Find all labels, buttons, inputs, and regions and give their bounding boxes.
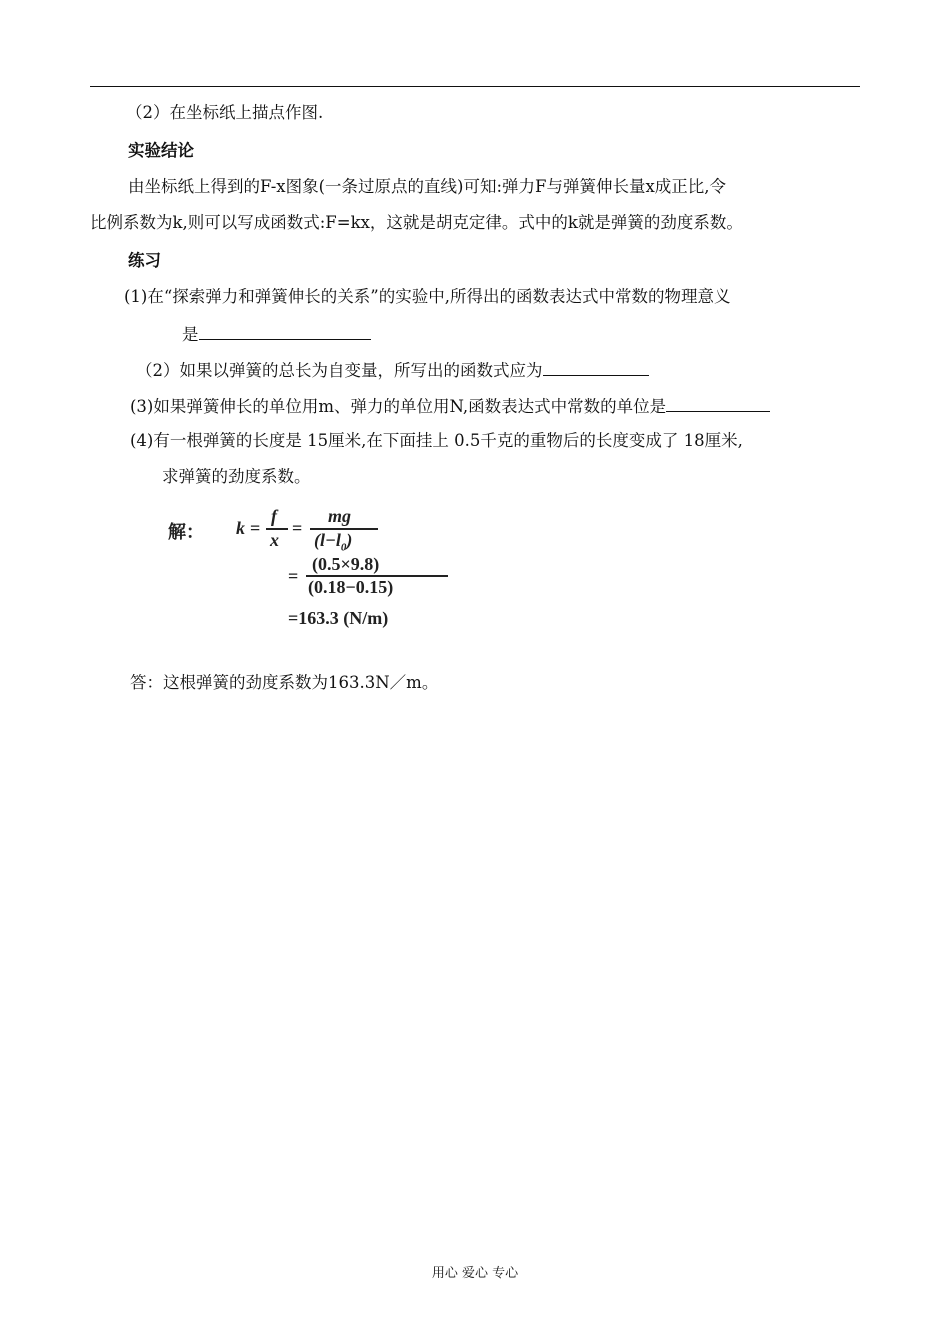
question-3-answer-blank[interactable] bbox=[666, 394, 770, 412]
formula-equals-1: = bbox=[250, 518, 261, 538]
formula-equals-3: = bbox=[288, 566, 299, 586]
formula-k: k bbox=[236, 518, 245, 538]
question-1-line-1: (1)在“探索弹力和弹簧伸长的关系”的实验中,所得出的函数表达式中常数的物理意义 bbox=[124, 287, 731, 306]
question-2-text: （2）如果以弹簧的总长为自变量，所写出的函数式应为 bbox=[136, 361, 543, 380]
header-rule bbox=[90, 86, 860, 87]
step-2-text: （2）在坐标纸上描点作图. bbox=[126, 103, 324, 122]
question-3 bbox=[130, 394, 770, 418]
formula-denominator-values: (0.18−0.15) bbox=[308, 577, 394, 597]
page-footer: 用心 爱心 专心 bbox=[431, 1266, 519, 1281]
question-2 bbox=[136, 358, 649, 382]
question-3-text: (3)如果弹簧伸长的单位用m、弹力的单位用N,函数表达式中常数的单位是 bbox=[130, 397, 667, 416]
conclusion-heading: 实验结论 bbox=[128, 141, 194, 160]
formula-mg-numerator: mg bbox=[328, 506, 352, 526]
solution-formula bbox=[168, 506, 458, 632]
question-1-text: 是 bbox=[182, 325, 199, 344]
question-1-line-2 bbox=[182, 322, 371, 346]
conclusion-paragraph-line-2: 比例系数为k,则可以写成函数式:F=kx，这就是胡克定律。式中的k就是弹簧的劲度系数。 bbox=[90, 213, 743, 232]
conclusion-paragraph-line-1: 由坐标纸上得到的F-x图象(一条过原点的直线)可知:弹力F与弹簧伸长量x成正比,令 bbox=[128, 177, 727, 196]
question-1-answer-blank[interactable] bbox=[199, 322, 371, 340]
question-4-line-2: 求弹簧的劲度系数。 bbox=[162, 467, 311, 486]
formula-f-numerator: f bbox=[271, 506, 277, 526]
formula-l-minus-l0: $(l-l_0)$ bbox=[314, 530, 353, 554]
formula-x-denominator: x bbox=[270, 530, 279, 550]
question-2-answer-blank[interactable] bbox=[543, 358, 649, 376]
formula-equals-2: = bbox=[292, 518, 303, 538]
answer-text: 答：这根弹簧的劲度系数为163.3N／m。 bbox=[130, 673, 439, 692]
solve-label: 解： bbox=[168, 522, 204, 542]
practice-heading: 练习 bbox=[128, 251, 161, 270]
question-4-line-1: (4)有一根弹簧的长度是 15厘米,在下面挂上 0.5千克的重物后的长度变成了 18厘米, bbox=[130, 431, 743, 450]
formula-result: =163.3 (N/m) bbox=[288, 608, 389, 628]
formula-numerator-values: (0.5×9.8) bbox=[312, 554, 380, 574]
